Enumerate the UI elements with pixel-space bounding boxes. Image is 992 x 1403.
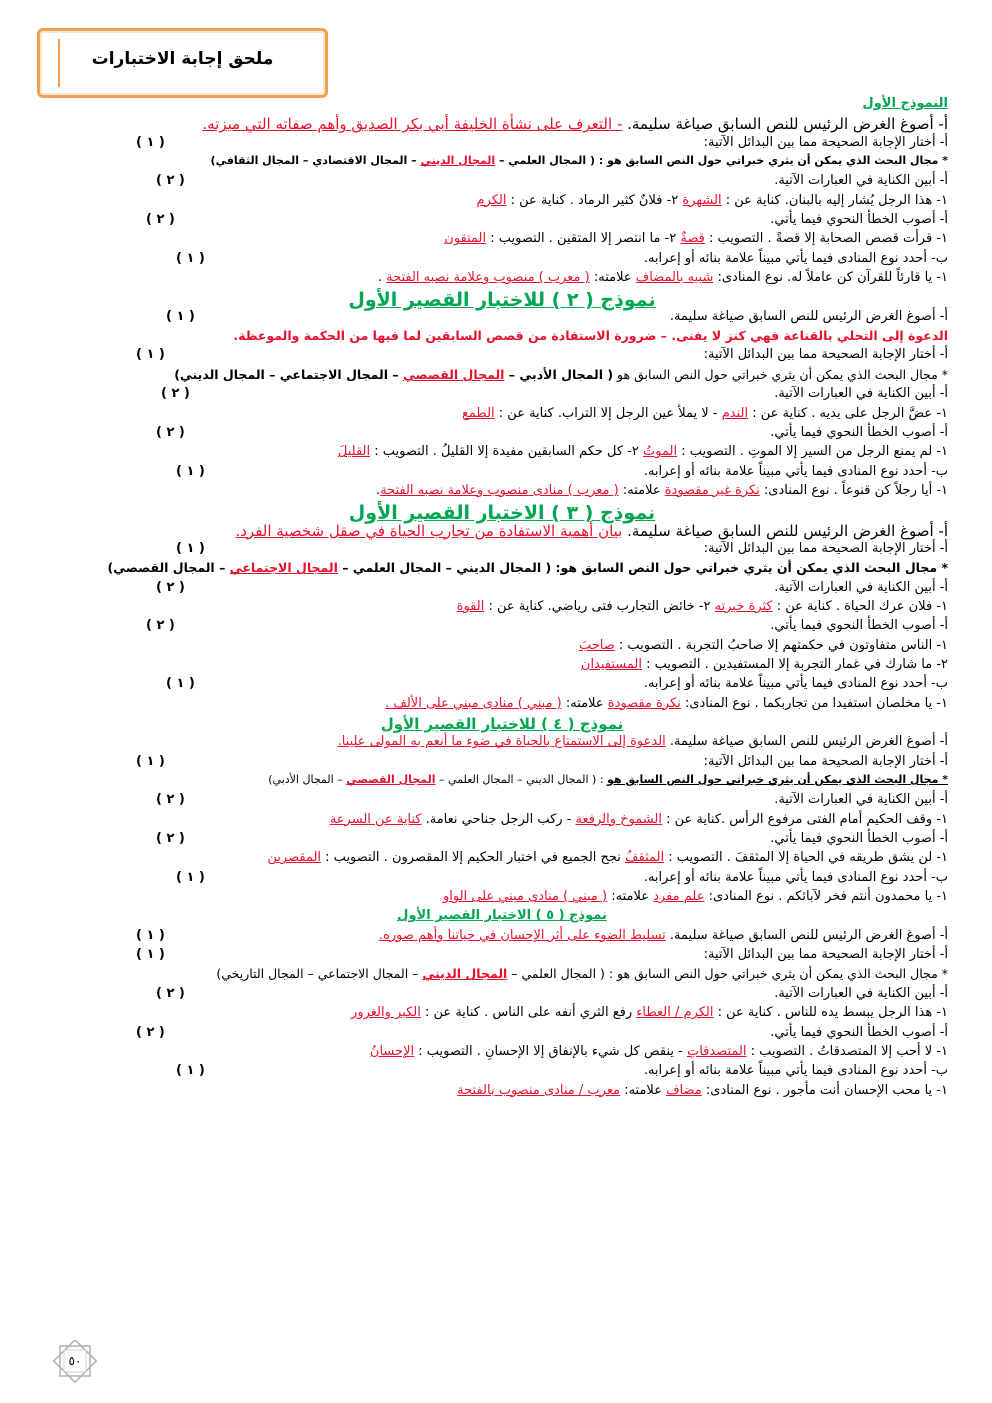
answer-line [56, 347, 948, 366]
line-text: ب- أحدد نوع المنادى فيما يأتي مبيناً علامة بنائه أو إعرابه. [643, 1063, 948, 1079]
line-text: ب- أحدد نوع المنادى فيما يأتي مبيناً علامة بنائه أو إعرابه. [643, 250, 948, 266]
answer-text: شبيه بالمضاف [635, 270, 714, 286]
answer-line [56, 696, 948, 715]
line-text: ١- عضَّ الرجل على يديه . كناية عن : [748, 405, 948, 421]
line-text: ٢- ما شارك في غمار التجربة إلا المستفيدين . التصويب : [641, 656, 948, 672]
answer-text: المتقون [444, 231, 487, 247]
answer-line [56, 580, 948, 599]
line-text: أ- أختار الإجابة الصحيحة مما بين البدائل الآتية: [703, 753, 948, 769]
line-text: – المجال الاجتماعي – المجال الديني) [174, 366, 403, 382]
answer-line [56, 173, 948, 192]
answer-line [56, 986, 948, 1005]
answer-line [56, 812, 948, 831]
line-text: * مجال البحث الذي يمكن أن يثري خبراتي حول النص السابق هو [607, 773, 948, 787]
answer-text: معرب / منادى منصوب بالفتحة [457, 1082, 621, 1098]
answer-line [56, 657, 948, 676]
answer-text: الكرم / العطاء [636, 1005, 714, 1021]
line-text: أ- أصوغ الغرض الرئيس للنص السابق صياغة سليمة. [622, 521, 948, 540]
line-text: * مجال البحث الذي يمكن أن يثري خبراتي حول النص السابق هو [613, 366, 948, 382]
score-mark: ( ٢ ) [146, 212, 175, 228]
score-mark: ( ١ ) [166, 308, 195, 324]
answer-text: المجال الديني [420, 154, 496, 168]
line-text: – المجال الاجتماعي – المجال التاريخي) [216, 966, 423, 982]
score-mark: ( ١ ) [136, 347, 165, 363]
answer-text: المتصدقاتِ [686, 1043, 747, 1059]
answer-line [56, 773, 948, 792]
score-mark: ( ٢ ) [156, 173, 185, 189]
line-text: ٢- خائض التجارب فتى رياضي. كناية عن : [484, 598, 715, 614]
answer-line [56, 618, 948, 637]
line-text: - ركب الرجل جناحي نعامة. [421, 811, 576, 827]
answer-text: الكبر والغرور [351, 1005, 421, 1021]
answer-text: الندم [721, 405, 749, 421]
line-text: ١- يا محمدون أنتم فخر لآبائكم . نوع المنادى: [704, 889, 948, 905]
answer-line [56, 831, 948, 850]
answer-line [56, 928, 948, 947]
answer-line [56, 966, 948, 985]
answer-text: الموتُ [643, 444, 678, 460]
answer-text: المثقفُ [625, 850, 665, 866]
answer-line [56, 483, 948, 502]
answer-line [56, 1083, 948, 1102]
line-text: ب- أحدد نوع المنادى فيما يأتي مبيناً علامة بنائه أو إعرابه. [643, 463, 948, 479]
score-mark: ( ٢ ) [156, 831, 185, 847]
answer-text: الشموخ والرفعة [575, 811, 662, 827]
answer-text: ( مبني ) منادى مبني على الواو [442, 889, 608, 905]
line-text: الدعوة إلى التحلي بالقناعة فهي كنز لا يفنى. – ضرورة الاستفادة من قصص السابقين لما فيها من الحكمة والموعظة. [233, 328, 948, 344]
score-mark: ( ١ ) [176, 1063, 205, 1079]
line-text: أ- أصوغ الغرض الرئيس للنص السابق صياغة سليمة. [622, 115, 948, 134]
line-text: أ- أختار الإجابة الصحيحة مما بين البدائل الآتية: [703, 947, 948, 963]
line-text: ١- هذا الرجل يُشار إليه بالبنان. كناية عن : [721, 192, 948, 208]
answer-line [56, 599, 948, 618]
answer-text: نكرة غير مقصودة [664, 482, 760, 498]
line-text: أ- أصوغ الغرض الرئيس للنص السابق صياغة سليمة. [665, 734, 948, 750]
answer-line [56, 560, 948, 579]
line-text: نموذج ( ٥ ) الاختبار القصير الأول [397, 908, 607, 924]
line-text: أ- أبين الكناية في العبارات الآتية. [774, 173, 948, 189]
answer-line [56, 889, 948, 908]
answer-line [56, 193, 948, 212]
line-text: ١- فلان عرك الحياة . كناية عن : [772, 598, 948, 614]
line-text: ١- قرأت قصص الصحابة إلا قصةً . التصويب : [704, 231, 948, 247]
answer-line [56, 231, 948, 250]
answer-line [56, 135, 948, 154]
page-number-ornament [50, 1340, 100, 1384]
line-text: أ- أصوغ الغرض الرئيس للنص السابق صياغة سليمة. [669, 308, 948, 324]
page-title: ملحق إجابة الاختبارات [91, 49, 274, 69]
answer-line [56, 850, 948, 869]
line-text: ب- أحدد نوع المنادى فيما يأتي مبيناً علامة بنائه أو إعرابه. [643, 676, 948, 692]
answer-line [56, 328, 948, 347]
answer-text: القوة [456, 598, 485, 614]
answer-line [56, 715, 948, 734]
line-text: علامته: [561, 695, 608, 711]
line-text: * مجال البحث الذي يمكن أن يثري خبراتي حول النص السابق هو : ( المجال العلمي – [507, 966, 948, 982]
score-mark: ( ١ ) [166, 676, 195, 692]
answer-line [56, 270, 948, 289]
answer-text: صاحبَ [578, 637, 615, 653]
line-text: أ- أصوب الخطأ النحوي فيما يأتي. [770, 212, 948, 228]
line-text: علامته: [589, 270, 636, 286]
answer-line [56, 115, 948, 134]
answer-text: الكرم [476, 192, 507, 208]
answer-text: المجال الديني [422, 966, 508, 982]
answer-text: الطمع [461, 405, 495, 421]
line-text: ١- لا أحب إلا المتصدقاتُ . التصويب : [746, 1043, 948, 1059]
line-text: ١- لم يمنع الرجل من السير إلا الموتِ . التصويب : [677, 444, 948, 460]
score-mark: ( ١ ) [136, 134, 165, 150]
score-mark: ( ١ ) [176, 869, 205, 885]
answer-line [56, 502, 948, 525]
answer-line [56, 734, 948, 753]
line-text: نموذج ( ٤ ) للاختبار القصير الأول [380, 715, 624, 733]
line-text: أ- أصوب الخطأ النحوي فيما يأتي. [770, 1024, 948, 1040]
line-text: النموذج الأول [862, 96, 948, 111]
line-text: : ( المجال الديني – المجال العلمي – [435, 773, 608, 787]
answer-text: المجال الاجتماعي [229, 560, 338, 576]
line-text: - ينقص كل شيء بالإنفاق إلا الإحسانِ . التصويب : [414, 1043, 687, 1059]
line-text: ١- يا محب الإحسان أنت مأجور . نوع المنادى: [701, 1082, 948, 1098]
line-text: ١- هذا الرجل يبسط يده للناس . كناية عن : [713, 1005, 948, 1021]
line-text: ( المجال الأدبي – [504, 366, 614, 382]
line-text: ١- يا مخلصان استفيدا من تجاربكما . نوع المنادى: [680, 695, 948, 711]
line-text: – المجال الأدبي) [268, 773, 347, 787]
answer-text: كناية عن السرعة [329, 811, 422, 827]
line-text: أ- أبين الكناية في العبارات الآتية. [774, 985, 948, 1001]
score-mark: ( ٢ ) [156, 792, 185, 808]
answer-line [56, 289, 948, 312]
score-mark: ( ٢ ) [146, 618, 175, 634]
line-text: علامته: [618, 482, 665, 498]
answer-line [56, 676, 948, 695]
line-text: * مجال البحث الذي يمكن أن يثري خبراتي حول النص السابق هو: ( المجال الديني – المجال العلمي – [337, 560, 948, 576]
answer-text: الدعوة إلى الاستمتاع بالحياة في ضوء ما أنعم به المولى علينا. [337, 734, 666, 750]
line-text: – المجال الاقتصادي – المجال الثقافي) [210, 154, 421, 168]
answer-line [56, 464, 948, 483]
answer-line [56, 541, 948, 560]
line-text: أ- أختار الإجابة الصحيحة مما بين البدائل الآتية: [703, 540, 948, 556]
line-text: رفع الثري أنفه على الناس . كناية عن : [420, 1005, 637, 1021]
score-mark: ( ١ ) [136, 947, 165, 963]
answer-text: علم مفرد [653, 889, 705, 905]
score-mark: ( ١ ) [176, 250, 205, 266]
line-text: - لا يملأ عين الرجل إلا التراب. كناية عن : [494, 405, 722, 421]
line-text: أ- أبين الكناية في العبارات الآتية. [774, 792, 948, 808]
line-text: علامته: [607, 889, 654, 905]
answer-text: - التعرف على نشأة الخليفة أبي بكر الصديق وأهم صفاته التي ميزته. [202, 115, 623, 134]
answer-line [56, 96, 948, 115]
answer-line [56, 638, 948, 657]
answer-text: ( معرب ) منصوب وعلامة نصبه الفتحة [386, 270, 590, 286]
answer-text: ( معرب ) منادى منصوب وعلامة نصبه الفتحة [380, 482, 619, 498]
answer-line [56, 406, 948, 425]
answer-line [56, 908, 948, 927]
answer-line [56, 367, 948, 386]
answer-text: مضاف [666, 1082, 702, 1098]
line-text: أ- أصوب الخطأ النحوي فيما يأتي. [770, 831, 948, 847]
answer-line [56, 792, 948, 811]
answer-text: الإحسانُ [369, 1043, 415, 1059]
line-text: أ- أصوب الخطأ النحوي فيما يأتي. [770, 424, 948, 440]
answer-text: الشهرة [682, 192, 722, 208]
answer-text: نكرة مقصودة [607, 695, 681, 711]
score-mark: ( ٢ ) [156, 985, 185, 1001]
answer-text: المجال القصصي [346, 773, 436, 787]
answer-line [56, 1025, 948, 1044]
answer-line [56, 1044, 948, 1063]
answer-line [56, 947, 948, 966]
answer-line [56, 444, 948, 463]
score-mark: ( ٢ ) [161, 386, 190, 402]
line-text: ١- يا قارئاً للقرآن كن عاملاً له. نوع المنادى: [713, 270, 948, 286]
line-text: ١- أيا رجلاً كن قنوعاً . نوع المنادى: [759, 482, 948, 498]
score-mark: ( ١ ) [136, 753, 165, 769]
answer-line [56, 1063, 948, 1082]
line-text: نجح الجميع في اختبار الحكيم إلا المقصرون . التصويب : [321, 850, 626, 866]
line-text: . [377, 270, 387, 286]
line-text: أ- أختار الإجابة الصحيحة مما بين البدائل الآتية: [703, 347, 948, 363]
line-text: ١- وقف الحكيم أمام الفتى مرفوع الرأس .كناية عن : [661, 811, 948, 827]
line-text: علامته: [620, 1082, 667, 1098]
line-text: ٢- فلانٌ كثير الرماد . كناية عن : [506, 192, 683, 208]
answer-text: المستفيدان [580, 656, 642, 672]
answer-text: القليلَ [337, 444, 371, 460]
answer-text: المجال القصصي [402, 366, 505, 382]
answer-text: تسليط الضوء على أثر الإحسان في حياتنا وأهم صوره. [378, 927, 666, 943]
score-mark: ( ٢ ) [156, 579, 185, 595]
line-text: ب- أحدد نوع المنادى فيما يأتي مبيناً علامة بنائه أو إعرابه. [643, 869, 948, 885]
answer-text: قصةٌ [680, 231, 705, 247]
score-mark: ( ٢ ) [136, 1024, 165, 1040]
line-text: ١- الناس متفاوتون في حكمتهم إلا صاحبُ التجربة . التصويب : [614, 637, 948, 653]
line-text: . [375, 482, 381, 498]
score-mark: ( ١ ) [136, 927, 165, 943]
answer-line [56, 754, 948, 773]
answer-line [56, 522, 948, 541]
answer-line [56, 425, 948, 444]
line-text: أ- أختار الإجابة الصحيحة مما بين البدائل الآتية: [703, 134, 948, 150]
answer-key-body [56, 96, 948, 1102]
line-text: – المجال القصصي) [107, 560, 230, 576]
answer-text: كثرة خبرته [714, 598, 773, 614]
page-number: ٥٠ [68, 1354, 82, 1368]
answer-text: بيان أهمية الاستفادة من تجارب الحياة في صقل شخصية الفرد. [235, 521, 623, 540]
answer-line [56, 870, 948, 889]
line-text: * مجال البحث الذي يمكن أن يثري خبراتي حول النص السابق هو : ( المجال العلمي – [495, 154, 948, 168]
section-title-box [37, 28, 328, 98]
score-mark: ( ١ ) [176, 463, 205, 479]
line-text: ١- لن يشق طريقه في الحياة إلا المثقفَ . التصويب : [664, 850, 948, 866]
line-text: ٢- كل حكم السابقين مفيدة إلا القليلُ . التصويب : [370, 444, 644, 460]
answer-line [56, 154, 948, 173]
line-text: أ- أبين الكناية في العبارات الآتية. [774, 579, 948, 595]
answer-line [56, 309, 948, 328]
score-mark: ( ١ ) [176, 540, 205, 556]
line-text: أ- أصوب الخطأ النحوي فيما يأتي. [770, 618, 948, 634]
answer-line [56, 251, 948, 270]
answer-line [56, 212, 948, 231]
answer-line [56, 1005, 948, 1024]
line-text: نموذج ( ٣ ) الاختبار القصير الأول [348, 502, 656, 525]
answer-line [56, 386, 948, 405]
line-text: ٢- ما انتصر إلا المتقين . التصويب : [486, 231, 681, 247]
line-text: أ- أبين الكناية في العبارات الآتية. [774, 386, 948, 402]
answer-text: ( مبني ) منادى مبني على الألف . [385, 695, 562, 711]
line-text: نموذج ( ٢ ) للاختبار القصير الأول [348, 289, 656, 312]
line-text: أ- أصوغ الغرض الرئيس للنص السابق صياغة سليمة. [665, 927, 948, 943]
score-mark: ( ٢ ) [156, 424, 185, 440]
answer-text: المقصرين [267, 850, 322, 866]
